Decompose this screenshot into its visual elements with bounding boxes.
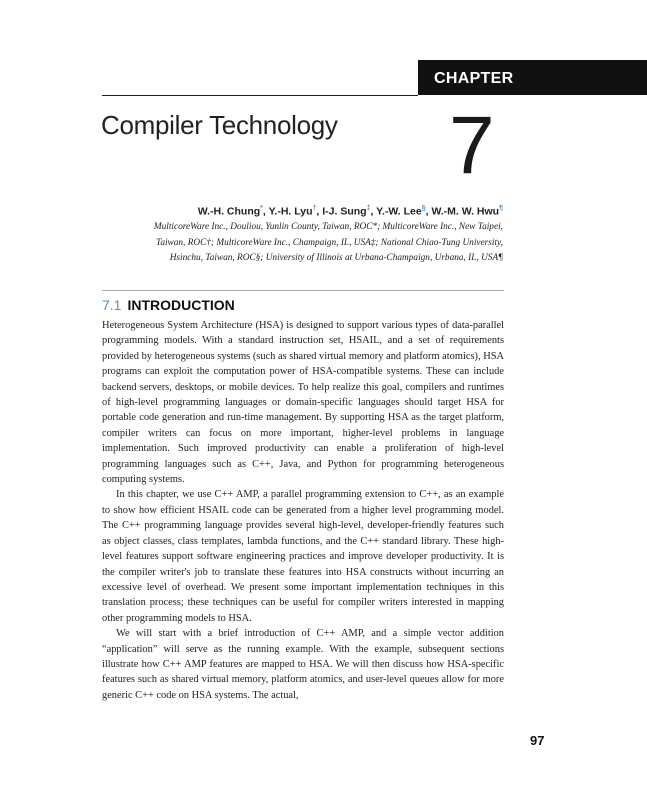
author-name: Y.-H. Lyu (268, 205, 313, 218)
paragraph: In this chapter, we use C++ AMP, a parallel programming extension to C++, as an example to show how efficient HSAIL code can be generated from a higher level programming model. The C++ programming language provides several high-level, developer-friendly features such as object classes, class templates, lambda functions, and the C++ standard library. These high-level features support software engineering practices and improve developer productivity. It is the compiler writer's job to translate these features into HSA constructs without incurring an excessive level of overhead. We present some important implementation techniques in this translation process; these techniques can be useful for compiler writers interested in mapping other programming models to HSA. (102, 489, 504, 624)
chapter-number: 7 (449, 100, 495, 191)
section-title: INTRODUCTION (127, 297, 235, 313)
section-number: 7.1 (102, 297, 122, 313)
author-mark: † (312, 205, 317, 212)
chapter-label: CHAPTER (418, 60, 647, 95)
affiliations (83, 220, 503, 267)
body-text (102, 318, 504, 703)
author-mark: § (421, 205, 426, 212)
header-rule (102, 95, 418, 96)
author-mark: * (260, 205, 263, 212)
author-name: W.-M. W. Hwu (431, 205, 500, 218)
section-heading (102, 297, 235, 313)
paragraph: We will start with a brief introduction of C++ AMP, and a simple vector addition “application” will serve as the running example. With the example, subsequent sections illustrate how C++ AMP features are mapped to HSA. We will then discuss how HSA-specific features such as shared virtual memory, platform atomics, and user-level queues allow for more generic C++ code on HSA systems. The actual, (102, 628, 504, 701)
affiliation-line: Hsinchu, Taiwan, ROC§; University of Illinois at Urbana-Champaign, Urbana, IL, USA¶ (169, 253, 503, 263)
affiliation-line: Taiwan, ROC†; MulticoreWare Inc., Champaign, IL, USA‡; National Chiao-Tung University, (156, 237, 503, 248)
affiliation-line: MulticoreWare Inc., Douliou, Yunlin County, Taiwan, ROC*; MulticoreWare Inc., New Taipei, (153, 222, 503, 232)
author-mark: ¶ (499, 205, 503, 212)
paragraph: Heterogeneous System Architecture (HSA) is designed to support various types of data-parallel programming models. With a standard instruction set, HSAIL, and a set of requirements provided by heterogeneous systems (such as shared virtual memory and platform atomics), HSA programs can exploit the computation power of HSA-compatible systems. These can include backend servers, desktops, or mobile devices. To help realize this goal, compilers and runtimes of high-level programming languages or domain-specific languages should target HSA for portable code generation and run-time management. By supporting HSA as the target platform, compiler writers can focus on more important, higher-level problems in language implementation. Such improved productivity can enable a proliferation of high-level programming languages such as C++, Java, and Python for programming heterogeneous computing systems. (102, 320, 504, 486)
author-name: I-J. Sung (322, 205, 367, 218)
author-list: W.-H. Chung*, Y.-H. Lyu†, I-J. Sung‡, Y.-W. Lee§, W.-M. W. Hwu¶ (197, 205, 503, 218)
author-mark: ‡ (366, 205, 371, 212)
author-name: Y.-W. Lee (376, 205, 422, 218)
author-name: W.-H. Chung (197, 205, 261, 218)
chapter-title: Compiler Technology (101, 110, 338, 140)
section-rule (102, 290, 504, 291)
page-number: 97 (530, 733, 545, 748)
